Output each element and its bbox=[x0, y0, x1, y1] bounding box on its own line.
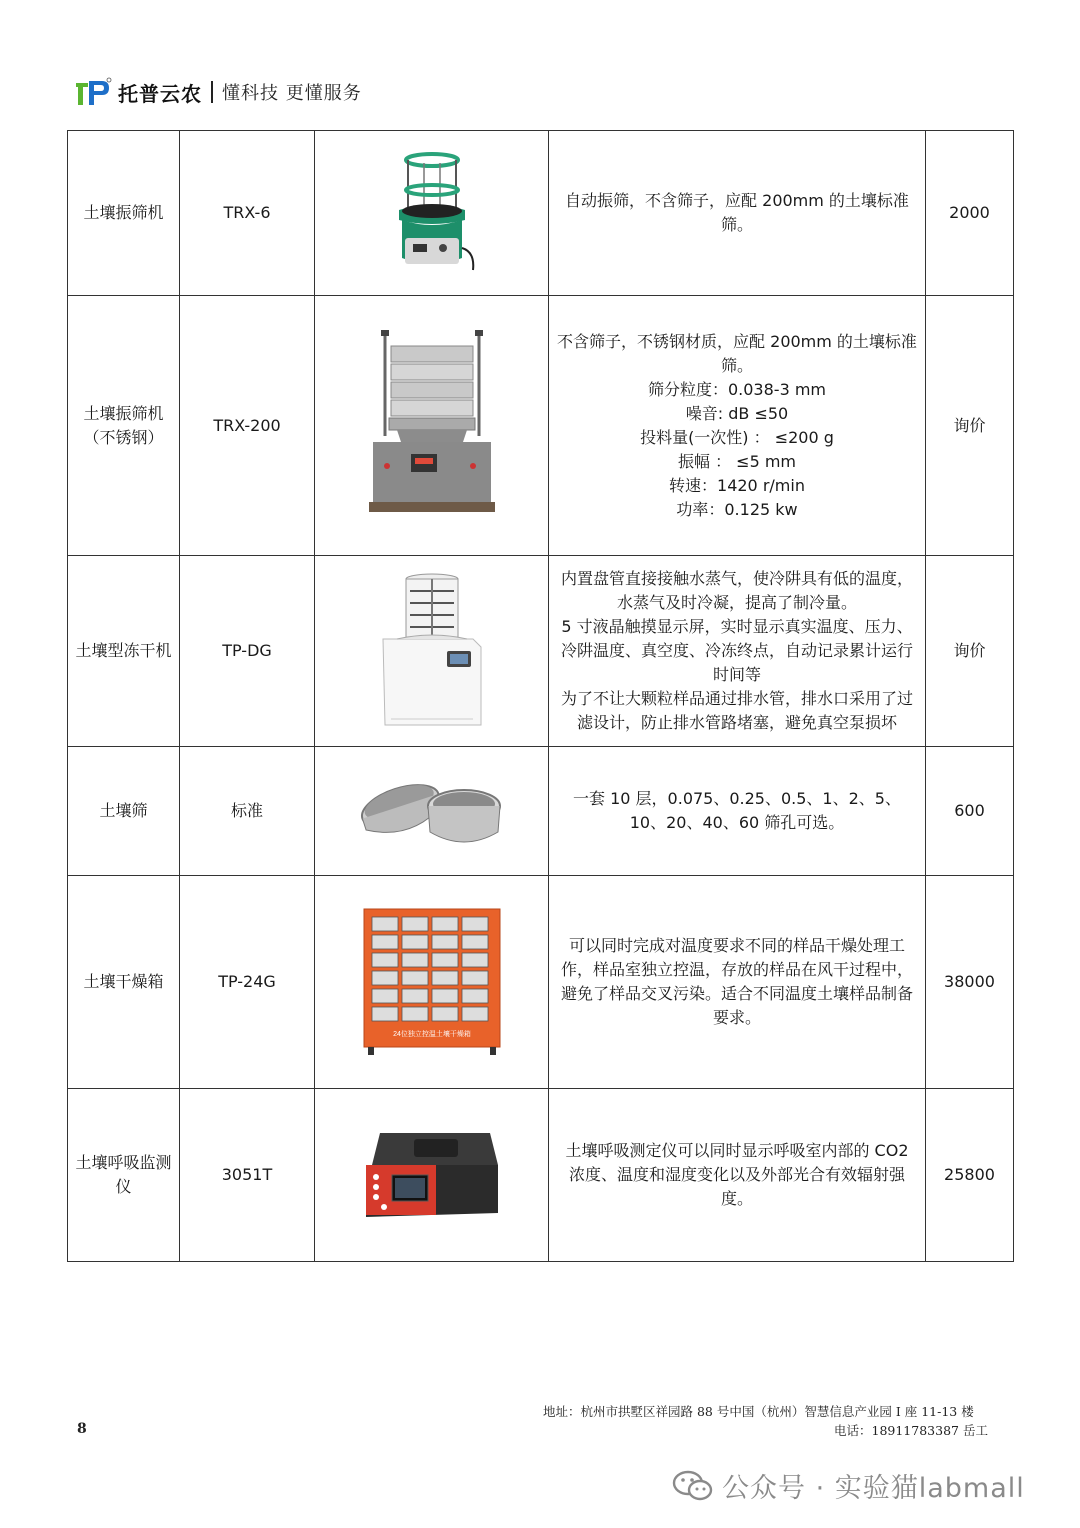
product-description: 自动振筛，不含筛子，应配 200mm 的土壤标准筛。 bbox=[549, 131, 926, 296]
product-price: 询价 bbox=[926, 296, 1014, 556]
product-model: 3051T bbox=[180, 1089, 315, 1262]
table-row bbox=[68, 747, 1014, 876]
drying-cabinet-icon bbox=[362, 907, 502, 1057]
wechat-icon bbox=[672, 1468, 714, 1504]
product-price: 询价 bbox=[926, 556, 1014, 747]
product-model: TRX-6 bbox=[180, 131, 315, 296]
brand-slogan: 懂科技 更懂服务 bbox=[222, 83, 362, 104]
product-name: 土壤干燥箱 bbox=[68, 876, 180, 1089]
cabinet-label: 24位独立控温土壤干燥箱 bbox=[392, 1031, 471, 1038]
footer-phone: 电话：18911783387 岳工 bbox=[834, 1423, 988, 1438]
table-row bbox=[68, 876, 1014, 1089]
tp-logo-icon bbox=[76, 77, 112, 107]
product-model: TP-24G bbox=[180, 876, 315, 1089]
table-row bbox=[68, 1089, 1014, 1262]
product-image-cell bbox=[315, 747, 549, 876]
product-description: 一套 10 层，0.075、0.25、0.5、1、2、5、10、20、40、60 筛孔可选。 bbox=[549, 747, 926, 876]
footer-address: 地址：杭州市拱墅区祥园路 88 号中国（杭州）智慧信息产业园 I 座 11-13 楼 bbox=[543, 1404, 974, 1419]
table-row bbox=[68, 556, 1014, 747]
product-price: 600 bbox=[926, 747, 1014, 876]
sieve-shaker-icon bbox=[377, 148, 487, 278]
product-name: 土壤型冻干机 bbox=[68, 556, 180, 747]
wechat-watermark bbox=[672, 1466, 1025, 1505]
product-image-cell bbox=[315, 1089, 549, 1262]
product-image-cell bbox=[315, 296, 549, 556]
product-price: 2000 bbox=[926, 131, 1014, 296]
product-price: 25800 bbox=[926, 1089, 1014, 1262]
respiration-monitor-icon bbox=[362, 1125, 502, 1225]
product-name: 土壤呼吸监测仪 bbox=[68, 1089, 180, 1262]
product-model: TP-DG bbox=[180, 556, 315, 747]
page-header bbox=[76, 72, 362, 112]
product-name: 土壤振筛机（不锈钢） bbox=[68, 296, 180, 556]
product-name: 土壤振筛机 bbox=[68, 131, 180, 296]
product-model: TRX-200 bbox=[180, 296, 315, 556]
product-image-cell bbox=[315, 556, 549, 747]
product-table bbox=[67, 130, 1014, 1262]
table-row bbox=[68, 131, 1014, 296]
product-description: 可以同时完成对温度要求不同的样品干燥处理工作，样品室独立控温，存放的样品在风干过程中，避免了样品交叉污染。适合不同温度土壤样品制备要求。 bbox=[549, 876, 926, 1089]
soil-sieve-icon bbox=[352, 766, 512, 856]
product-description: 土壤呼吸测定仪可以同时显示呼吸室内部的 CO2 浓度、温度和湿度变化以及外部光合有效辐射强度。 bbox=[549, 1089, 926, 1262]
product-description: 不含筛子，不锈钢材质，应配 200mm 的土壤标准筛。 筛分粒度：0.038-3 mm 噪音: dB ≤50 投料量(一次性) ： ≤200 g 振幅 ： ≤5 mm 转速：1420 r/min 功率：0.125 kw bbox=[549, 296, 926, 556]
product-model: 标准 bbox=[180, 747, 315, 876]
freeze-dryer-icon bbox=[377, 569, 487, 734]
product-description: 内置盘管直接接触水蒸气，使冷阱具有低的温度，水蒸气及时冷凝，提高了制冷量。 5 寸液晶触摸显示屏，实时显示真实温度、压力、冷阱温度、真空度、冷冻终点，自动记录累计运行时间等 为了不让大颗粒样品通过排水管，排水口采用了过滤设计，防止排水管路堵塞，避免真空泵损坏 bbox=[549, 556, 926, 747]
product-price: 38000 bbox=[926, 876, 1014, 1089]
product-image-cell bbox=[315, 131, 549, 296]
header-divider bbox=[211, 81, 213, 103]
stainless-sieve-shaker-icon bbox=[367, 326, 497, 526]
product-image-cell bbox=[315, 876, 549, 1089]
brand-name: 托普云农 bbox=[118, 81, 202, 106]
page-number: 8 bbox=[77, 1421, 87, 1437]
watermark-text: 公众号 · 实验猫labmall bbox=[722, 1473, 1025, 1504]
table-row bbox=[68, 296, 1014, 556]
product-name: 土壤筛 bbox=[68, 747, 180, 876]
